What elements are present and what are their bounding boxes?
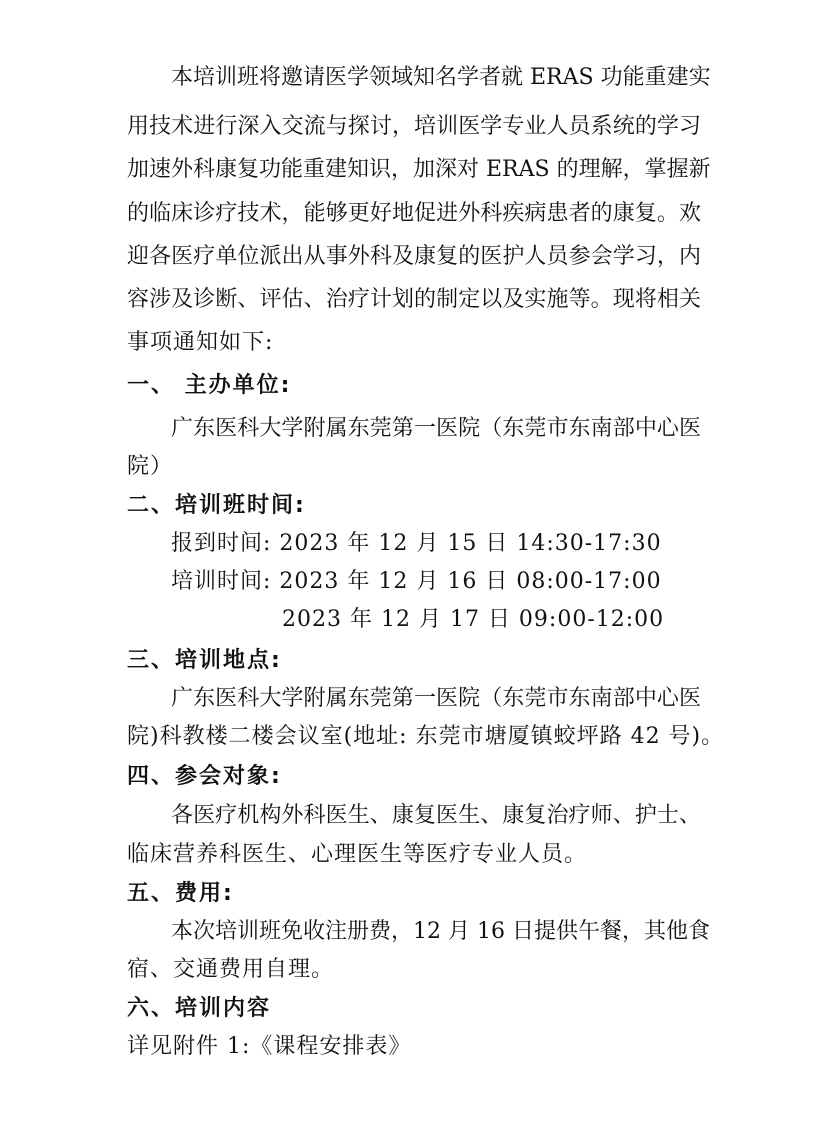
- section-heading-audience: 四、参会对象:: [127, 764, 282, 789]
- content-reference: 详见附件 1:《课程安排表》: [127, 1034, 412, 1059]
- intro-line-2: 用技术进行深入交流与探讨，培训医学专业人员系统的学习: [127, 114, 701, 139]
- section-heading-organizer: 一、 主办单位:: [127, 373, 292, 398]
- organizer-line-1: 广东医科大学附属东莞第一医院（东莞市东南部中心医: [171, 416, 701, 441]
- section-heading-fees: 五、费用:: [127, 881, 234, 906]
- fees-line-2: 宿、交通费用自理。: [127, 957, 335, 982]
- organizer-line-2: 院）: [127, 454, 174, 479]
- time-registration: 报到时间: 2023 年 12 月 15 日 14:30-17:30: [171, 531, 662, 556]
- audience-line-1: 各医疗机构外科医生、康复医生、康复治疗师、护士、: [171, 803, 701, 828]
- intro-line-5: 迎各医疗单位派出从事外科及康复的医护人员参会学习，内: [127, 244, 701, 269]
- audience-line-2: 临床营养科医生、心理医生等医疗专业人员。: [127, 842, 588, 867]
- time-training-day1: 培训时间: 2023 年 12 月 16 日 08:00-17:00: [171, 569, 662, 594]
- section-heading-location: 三、培训地点:: [127, 648, 282, 673]
- section-heading-time: 二、培训班时间:: [127, 493, 306, 518]
- intro-line-7: 事项通知如下:: [127, 330, 274, 355]
- fees-line-1: 本次培训班免收注册费，12 月 16 日提供午餐，其他食: [171, 919, 710, 944]
- intro-line-3: 加速外科康复功能重建知识，加深对 ERAS 的理解，掌握新: [127, 157, 711, 182]
- time-training-day2: 2023 年 12 月 17 日 09:00-12:00: [282, 607, 665, 632]
- intro-line-1: 本培训班将邀请医学领域知名学者就 ERAS 功能重建实: [171, 65, 711, 90]
- section-heading-content: 六、培训内容: [127, 996, 272, 1021]
- location-line-2: 院)科教楼二楼会议室(地址: 东莞市塘厦镇蛟坪路 42 号)。: [127, 724, 725, 749]
- intro-line-6: 容涉及诊断、评估、治疗计划的制定以及实施等。现将相关: [127, 287, 701, 312]
- location-line-1: 广东医科大学附属东莞第一医院（东莞市东南部中心医: [171, 686, 701, 711]
- intro-line-4: 的临床诊疗技术，能够更好地促进外科疾病患者的康复。欢: [127, 201, 701, 226]
